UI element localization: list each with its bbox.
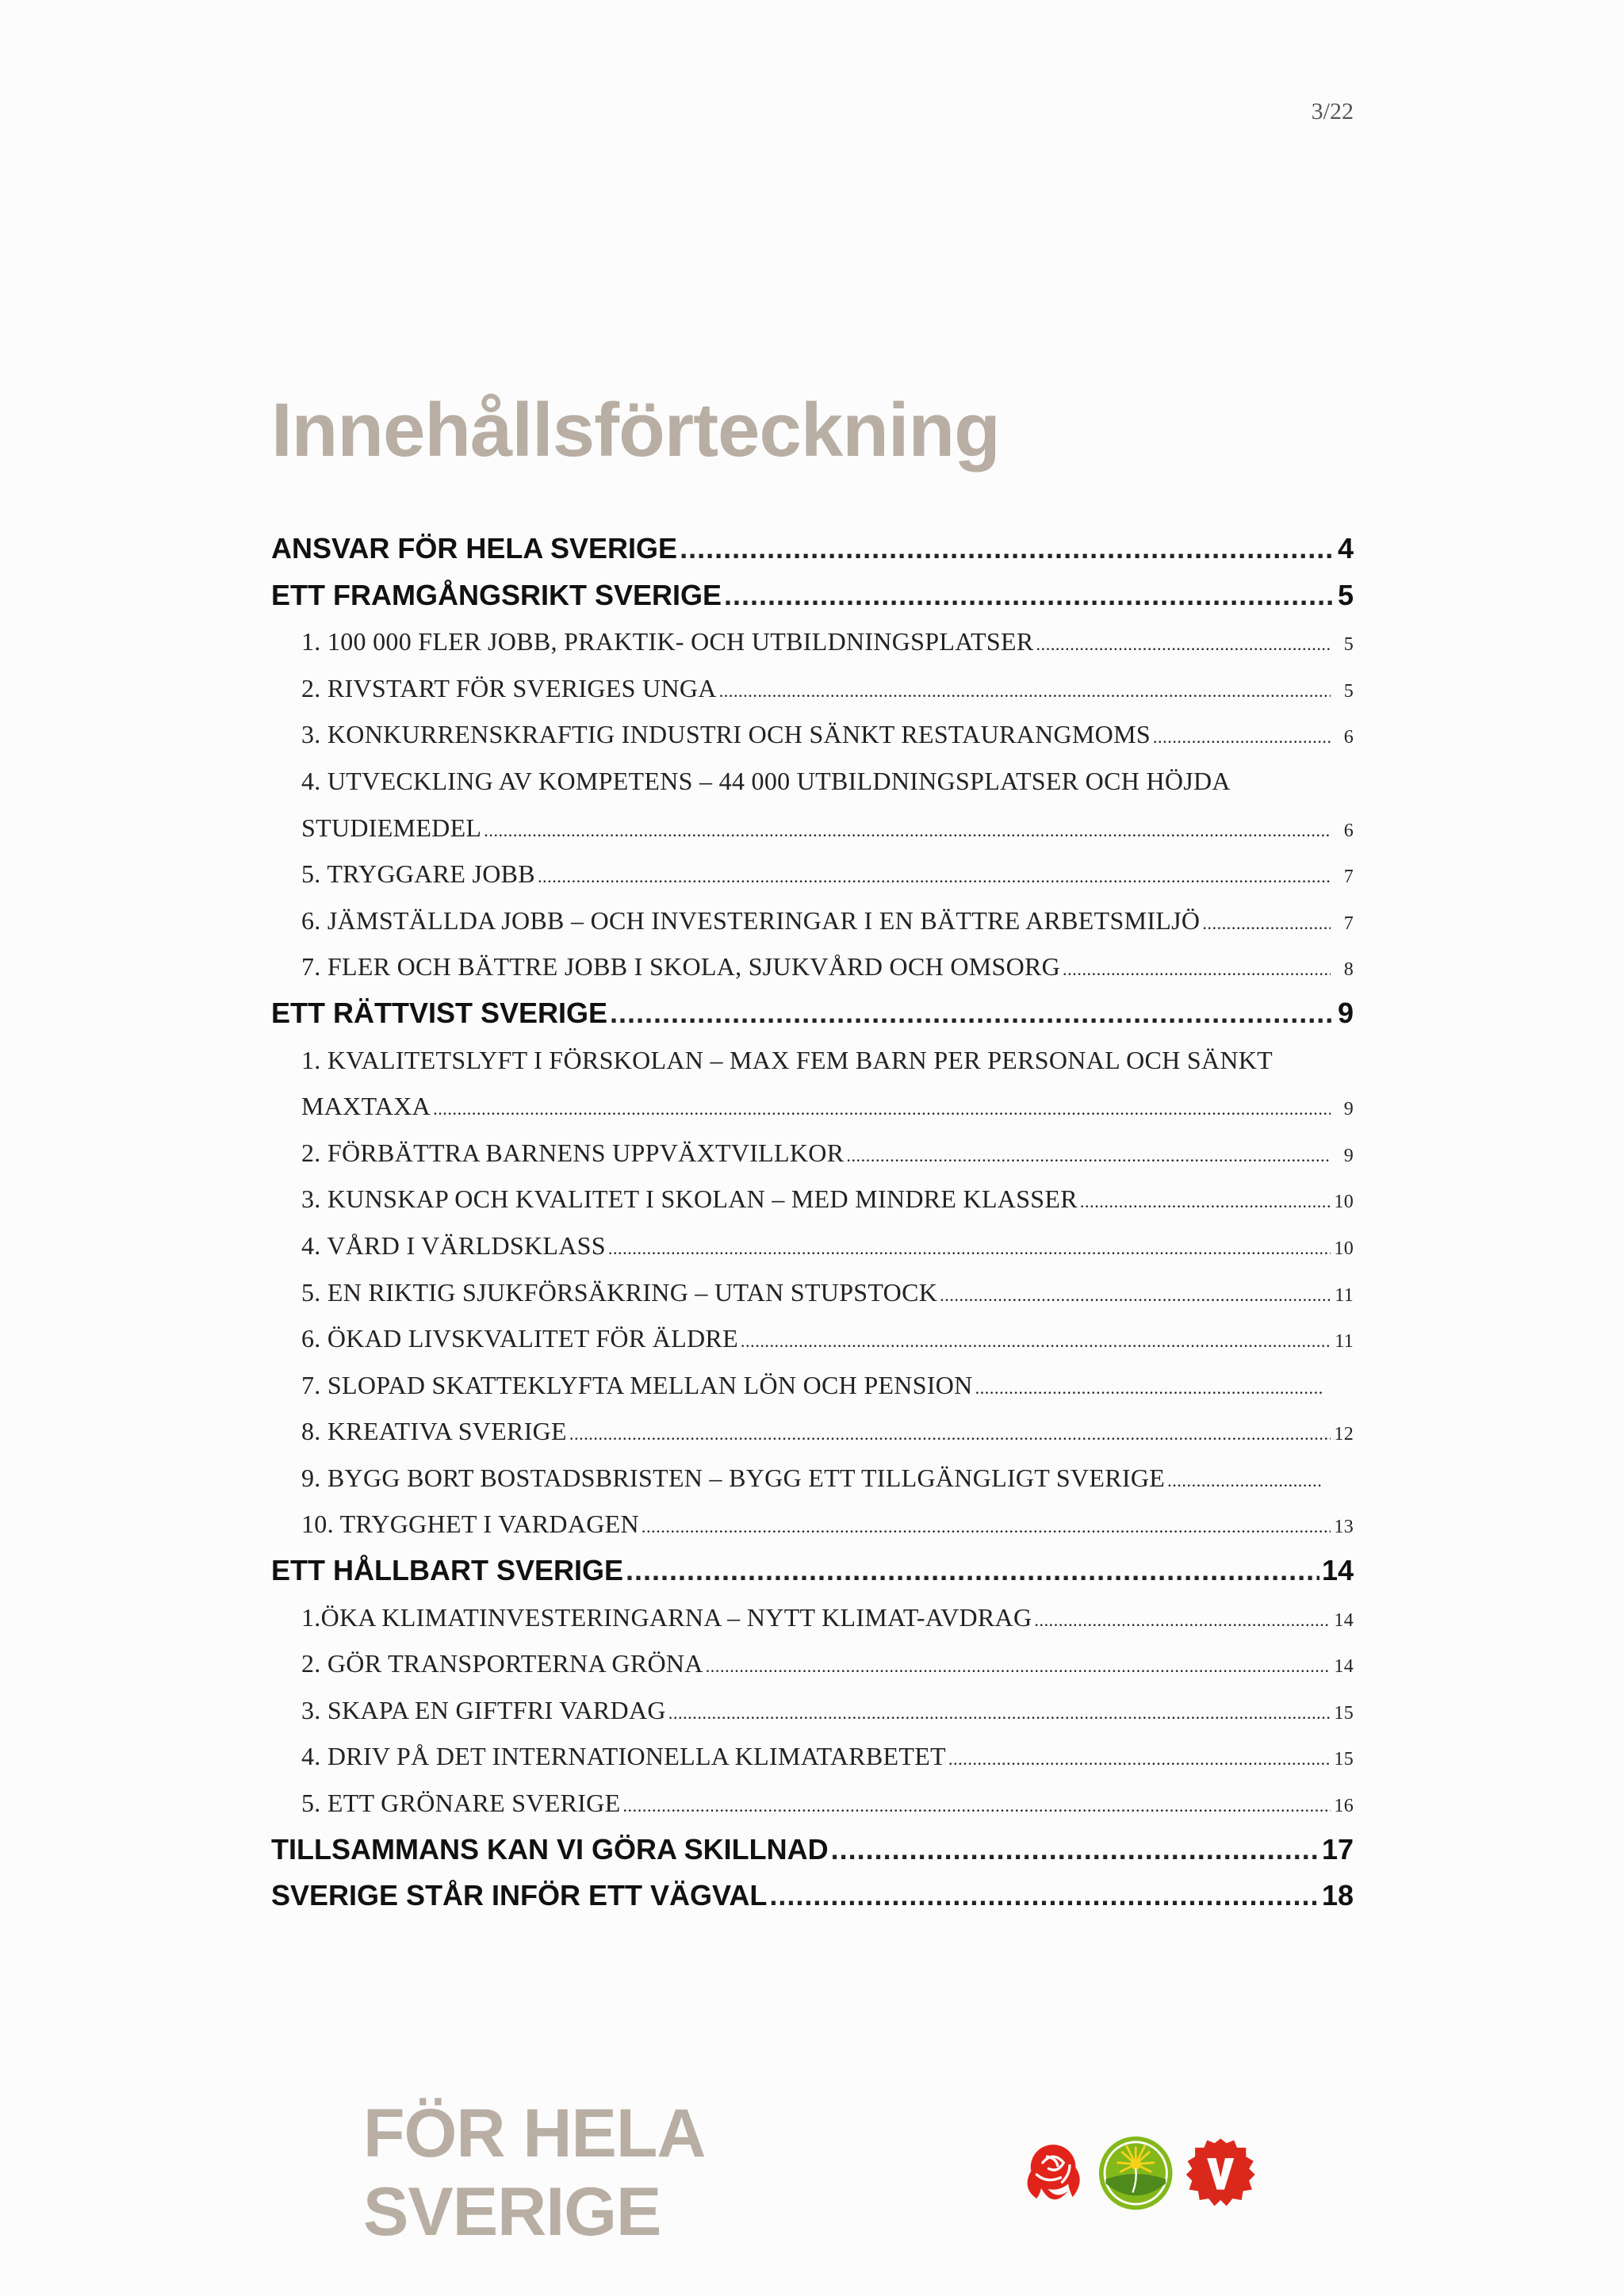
toc-subsection-entry[interactable] — [271, 1269, 1354, 1316]
toc-entry-label: SVERIGE STÅR INFÖR ETT VÄGVAL — [271, 1879, 768, 1912]
toc-dot-leader — [622, 1783, 1331, 1827]
toc-section-entry[interactable] — [271, 1873, 1354, 1919]
toc-entry-label: MAXTAXA — [301, 1092, 431, 1121]
toc-entry-label: ETT HÅLLBART SVERIGE — [271, 1554, 624, 1587]
toc-subsection-entry[interactable] — [271, 665, 1354, 712]
footer — [363, 2095, 1267, 2250]
toc-subsection-entry[interactable] — [271, 1455, 1354, 1502]
toc-subsection-entry[interactable] — [271, 1223, 1354, 1269]
toc-dot-leader — [719, 668, 1331, 712]
toc-entry-page: 16 — [1334, 1796, 1354, 1817]
toc-subsection-entry[interactable] — [271, 1640, 1354, 1687]
toc-entry-label: ETT RÄTTVIST SVERIGE — [271, 996, 608, 1029]
toc-entry-label: 1. 100 000 FLER JOBB, PRAKTIK- OCH UTBILDNINGSPLATSER — [301, 627, 1034, 656]
toc-dot-leader — [940, 1272, 1331, 1316]
toc-dot-leader — [1153, 714, 1331, 758]
toc-dot-leader — [1167, 1458, 1323, 1502]
toc-dot-leader — [680, 526, 1335, 572]
toc-dot-leader — [1036, 622, 1331, 665]
toc-entry-label: 1. KVALITETSLYFT I FÖRSKOLAN – MAX FEM BARN PER PERSONAL OCH SÄNKT — [301, 1045, 1274, 1074]
toc-entry-page: 6 — [1343, 820, 1354, 841]
toc-entry-label: ANSVAR FÖR HELA SVERIGE — [271, 532, 678, 564]
toc-entry-label: 10. TRYGGHET I VARDAGEN — [301, 1510, 639, 1539]
toc-dot-leader — [668, 1690, 1331, 1734]
toc-subsection-entry[interactable] — [271, 618, 1354, 665]
rose-logo-icon — [1014, 2134, 1089, 2212]
toc-entry-page: 7 — [1343, 913, 1354, 934]
toc-dot-leader — [1080, 1179, 1331, 1223]
toc-entry-label: 6. JÄMSTÄLLDA JOBB – OCH INVESTERINGAR I EN BÄTTRE ARBETSMILJÖ — [301, 905, 1201, 935]
toc-dot-leader — [1034, 1598, 1331, 1641]
toc-subsection-entry[interactable] — [271, 943, 1354, 990]
toc-subsection-entry[interactable] — [271, 1130, 1354, 1177]
toc-entry-label: 5. EN RIKTIG SJUKFÖRSÄKRING – UTAN STUPSTOCK — [301, 1277, 938, 1307]
toc-entry-label: 3. SKAPA EN GIFTFRI VARDAG — [301, 1695, 666, 1724]
toc-section-entry[interactable] — [271, 1827, 1354, 1873]
toc-section-entry[interactable] — [271, 1548, 1354, 1594]
toc-entry-page: 5 — [1343, 680, 1354, 702]
dandelion-logo-icon — [1098, 2134, 1173, 2212]
toc-entry-page: 14 — [1334, 1609, 1354, 1631]
toc-entry-label: 6. ÖKAD LIVSKVALITET FÖR ÄLDRE — [301, 1324, 738, 1353]
toc-dot-leader — [975, 1365, 1323, 1409]
toc-entry-label: 3. KUNSKAP OCH KVALITET I SKOLAN – MED MINDRE KLASSER — [301, 1184, 1078, 1214]
toc-section-entry[interactable] — [271, 526, 1354, 572]
toc-dot-leader — [741, 1318, 1331, 1362]
toc-subsection-entry[interactable] — [271, 1733, 1354, 1780]
toc-entry-page: 5 — [1343, 634, 1354, 656]
toc-dot-leader — [724, 572, 1335, 619]
toc-entry-page: 6 — [1343, 727, 1354, 748]
toc-subsection-entry[interactable] — [271, 1176, 1354, 1223]
toc-entry-label: 5. ETT GRÖNARE SVERIGE — [301, 1789, 621, 1818]
toc-entry-page: 9 — [1343, 1099, 1354, 1120]
toc-entry-page: 17 — [1321, 1832, 1354, 1866]
toc-entry-page: 9 — [1343, 1145, 1354, 1166]
toc-entry-label: 4. VÅRD I VÄRLDSKLASS — [301, 1230, 606, 1260]
toc-entry-label: 9. BYGG BORT BOSTADSBRISTEN – BYGG ETT TILLGÄNGLIGT SVERIGE — [301, 1463, 1166, 1492]
toc-entry-page: 8 — [1343, 959, 1354, 981]
toc-subsection-entry[interactable] — [271, 1594, 1354, 1641]
toc-subsection-entry[interactable] — [271, 1687, 1354, 1734]
toc-subsection-entry[interactable] — [271, 805, 1354, 851]
toc-entry-label: 1.ÖKA KLIMATINVESTERINGARNA – NYTT KLIMAT-AVDRAG — [301, 1602, 1032, 1632]
toc-subsection-entry[interactable] — [271, 1083, 1354, 1130]
toc-entry-page: 10 — [1334, 1192, 1354, 1213]
toc-dot-leader — [948, 1736, 1331, 1780]
toc-dot-leader — [484, 808, 1331, 851]
toc-subsection-entry[interactable] — [271, 1408, 1354, 1455]
toc-section-entry[interactable] — [271, 990, 1354, 1037]
toc-entry-page: 14 — [1334, 1656, 1354, 1678]
toc-subsection-entry[interactable] — [271, 1315, 1354, 1362]
table-of-contents — [271, 526, 1354, 1919]
toc-dot-leader — [642, 1504, 1331, 1548]
toc-entry-label: 4. DRIV PÅ DET INTERNATIONELLA KLIMATARBETET — [301, 1742, 946, 1771]
toc-entry-label: 3. KONKURRENSKRAFTIG INDUSTRI OCH SÄNKT RESTAURANGMOMS — [301, 720, 1151, 749]
toc-title: Innehållsförteckning — [271, 388, 1000, 473]
toc-entry-label: STUDIEMEDEL — [301, 813, 482, 842]
toc-entry-label: 7. SLOPAD SKATTEKLYFTA MELLAN LÖN OCH PENSION — [301, 1370, 973, 1399]
toc-section-entry[interactable] — [271, 572, 1354, 619]
toc-entry-page: 7 — [1343, 867, 1354, 888]
toc-entry-label: 8. KREATIVA SVERIGE — [301, 1417, 567, 1446]
toc-dot-leader — [1202, 901, 1331, 944]
toc-entry-page: 15 — [1334, 1749, 1354, 1770]
toc-entry-page: 11 — [1335, 1284, 1354, 1306]
toc-entry-page: 5 — [1337, 578, 1354, 611]
toc-dot-leader — [846, 1133, 1331, 1177]
toc-entry-page: 4 — [1337, 532, 1354, 564]
toc-dot-leader — [433, 1086, 1331, 1130]
toc-entry-label: 2. FÖRBÄTTRA BARNENS UPPVÄXTVILLKOR — [301, 1138, 845, 1167]
toc-entry-label: TILLSAMMANS KAN VI GÖRA SKILLNAD — [271, 1832, 829, 1866]
toc-entry-label: 5. TRYGGARE JOBB — [301, 859, 535, 889]
toc-dot-leader — [1063, 947, 1331, 990]
toc-subsection-entry[interactable] — [271, 1501, 1354, 1548]
toc-entry-page: 11 — [1335, 1331, 1354, 1353]
toc-entry-page: 13 — [1334, 1517, 1354, 1538]
toc-entry-page: 18 — [1321, 1879, 1354, 1912]
toc-entry-page: 10 — [1334, 1238, 1354, 1259]
toc-dot-leader — [569, 1411, 1331, 1455]
toc-entry-page: 9 — [1337, 996, 1354, 1029]
toc-dot-leader — [610, 990, 1335, 1037]
toc-entry-page: 14 — [1321, 1554, 1354, 1587]
toc-subsection-entry[interactable] — [271, 1780, 1354, 1827]
v-logo-icon — [1183, 2134, 1258, 2212]
toc-dot-leader — [706, 1644, 1331, 1687]
toc-subsection-entry[interactable] — [271, 897, 1354, 944]
toc-dot-leader — [769, 1873, 1320, 1919]
toc-dot-leader — [608, 1226, 1331, 1269]
toc-subsection-entry[interactable] — [271, 1037, 1354, 1084]
footer-slogan: FÖR HELA SVERIGE — [363, 2095, 703, 2250]
toc-entry-label: 2. GÖR TRANSPORTERNA GRÖNA — [301, 1649, 703, 1678]
toc-entry-page: 12 — [1334, 1424, 1354, 1445]
toc-entry-label: 2. RIVSTART FÖR SVERIGES UNGA — [301, 673, 717, 702]
toc-subsection-entry[interactable] — [271, 851, 1354, 897]
toc-subsection-entry[interactable] — [271, 1362, 1354, 1409]
toc-entry-label: ETT FRAMGÅNGSRIKT SVERIGE — [271, 578, 722, 611]
toc-entry-label: 7. FLER OCH BÄTTRE JOBB I SKOLA, SJUKVÅRD OCH OMSORG — [301, 952, 1061, 982]
toc-subsection-entry[interactable] — [271, 711, 1354, 758]
toc-entry-label: 4. UTVECKLING AV KOMPETENS – 44 000 UTBILDNINGSPLATSER OCH HÖJDA — [301, 766, 1231, 795]
toc-subsection-entry[interactable] — [271, 758, 1354, 805]
toc-dot-leader — [626, 1548, 1320, 1594]
toc-entry-page: 15 — [1334, 1702, 1354, 1724]
page-number: 3/22 — [1311, 98, 1354, 124]
toc-dot-leader — [831, 1827, 1320, 1873]
toc-dot-leader — [538, 854, 1331, 897]
